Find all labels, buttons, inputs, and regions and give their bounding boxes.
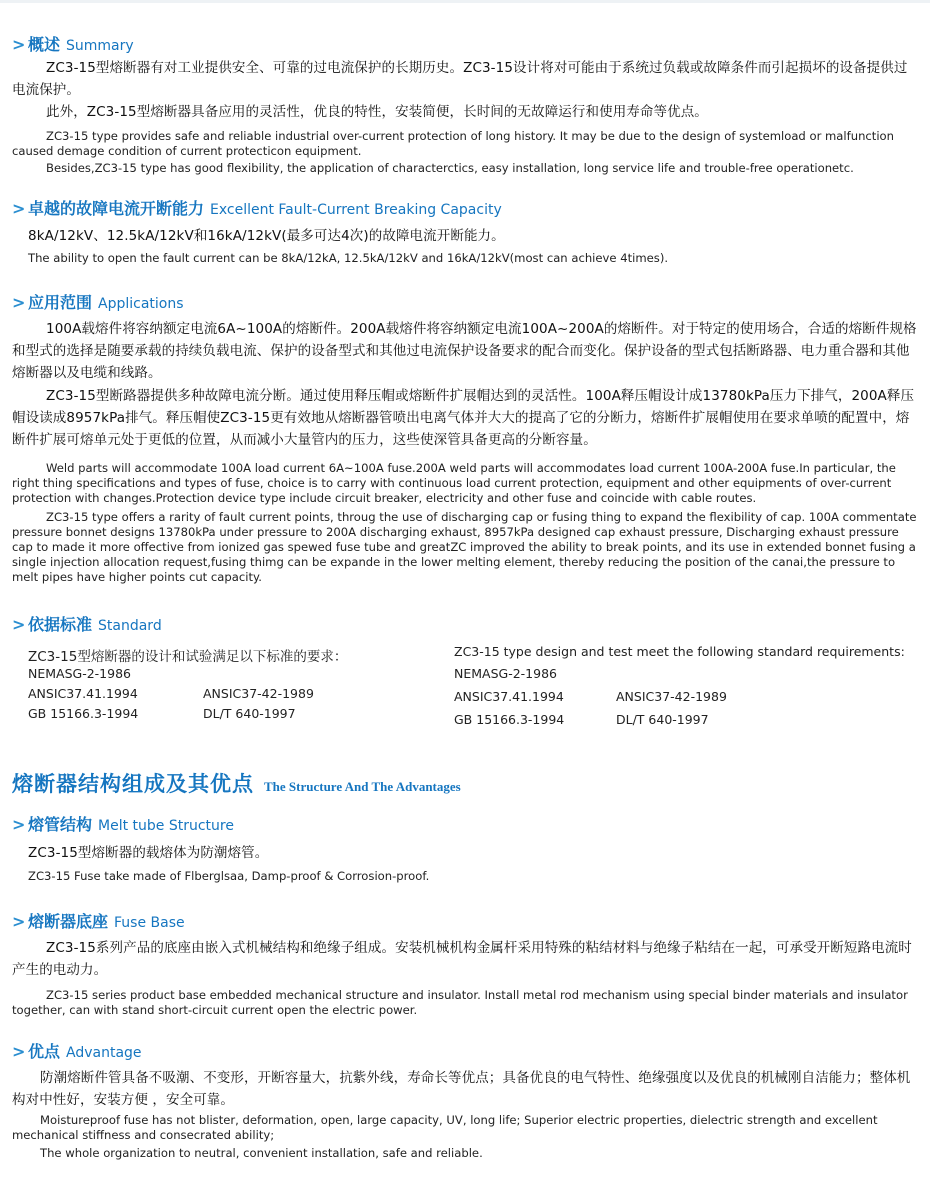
melt-tube-cn-paragraph: ZC3-15型熔断器的载熔体为防潮熔管。 <box>28 845 269 861</box>
heading-en: Excellent Fault-Current Breaking Capacity <box>210 202 502 218</box>
applications-en-paragraph-2: ZC3-15 type offers a rarity of fault current points, throug the use of discharging cap or fusing thing to expand the flexibility of cap. 100A commentate pressure bonnet designs 13780kPa under pressure to 200A discharging exhaust, 8957kPa designed cap exhaust pressure, Discharging exhaust pressure cap to made it more offective from ionized gas spewed fuse tube and greatZC improved the ability to break points, and its use in extended bonnet fusing a single injection allocation request,fusing thimg can be expande in the lower melting element, thereby reducing the position of the canai,the pressure to melt pipes have higher points cut capacity. <box>12 510 917 584</box>
melt-tube-en-paragraph: ZC3-15 Fuse take made of Flberglsaa, Damp-proof & Corrosion-proof. <box>28 869 430 883</box>
section-heading-applications <box>12 290 184 312</box>
heading-en: Summary <box>66 38 134 54</box>
advantage-cn-paragraph: 防潮熔断件管具备不吸潮、不变形，开断容量大，抗紫外线，寿命长等优点；具备优良的电气特性、绝缘强度以及优良的机械刚自洁能力；整体机构对中性好，安装方便 ，安全可靠。 <box>12 1070 911 1108</box>
chevron-right-icon: > <box>12 1042 26 1061</box>
fuse-base-cn-paragraph: ZC3-15系列产品的底座由嵌入式机械结构和绝缘子组成。安装机械机构金属杆采用特殊的粘结材料与绝缘子粘结在一起，可承受开断短路电流时产生的电动力。 <box>12 940 912 978</box>
standard-en-intro: ZC3-15 type design and test meet the following standard requirements: <box>454 644 905 659</box>
applications-en-paragraph-1: Weld parts will accommodate 100A load current 6A~100A fuse.200A weld parts will accommodates load current 100A-200A fuse.In particular, the right thing specifications and types of fuse, choice is to carry with continuous load current protection, equipment and other equipments of over-current protection with changes.Protection device type include circuit breaker, electricity and other fuse and coincide with cable routes. <box>12 461 896 505</box>
applications-cn-paragraph-1: 100A载熔件将容纳额定电流6A~100A的熔断件。200A载熔件将容纳额定电流100A~200A的熔断件。对于特定的使用场合，合适的熔断件规格和型式的选择是随要承载的持续负载电流、保护的设备型式和其他过电流保护设备要求的配合而变化。保护设备的型式包括断路器、电力重合器和其他熔断器以及电缆和线路。 <box>12 321 917 381</box>
heading-cn: 概述 <box>28 35 61 54</box>
advantage-en-paragraph-1: Moistureproof fuse has not blister, deformation, open, large capacity, UV, long life; Superior electric properties, dielectric strength and excellent mechanical stiffness and consecrated ability; <box>12 1113 878 1142</box>
standard-item: NEMASG-2-1986 <box>454 666 557 681</box>
standard-item: GB 15166.3-1994 <box>28 706 139 721</box>
heading-cn: 应用范围 <box>28 293 93 312</box>
chevron-right-icon: > <box>12 293 26 312</box>
summary-en-paragraph-2: Besides,ZC3-15 type has good flexibility, the application of characterctics, easy installation, long service life and trouble-free operationetc. <box>46 161 854 175</box>
section-heading-summary <box>12 32 134 54</box>
section-heading-standard <box>12 612 162 634</box>
summary-en-paragraph-1: ZC3-15 type provides safe and reliable industrial over-current protection of long history. It may be due to the design of systemload or malfunction caused demage condition of current protecticon equipment. <box>12 129 894 158</box>
fuse-base-en-paragraph: ZC3-15 series product base embedded mechanical structure and insulator. Install metal rod mechanism using special binder materials and insulator together, can with stand short-circuit current open the electric power. <box>12 988 908 1017</box>
standard-cn-intro: ZC3-15型熔断器的设计和试验满足以下标准的要求： <box>28 649 348 665</box>
heading-cn: 优点 <box>28 1042 61 1061</box>
chevron-right-icon: > <box>12 912 26 931</box>
title-en: The Structure And The Advantages <box>264 779 461 794</box>
summary-cn-paragraph-1: ZC3-15型熔断器有对工业提供安全、可靠的过电流保护的长期历史。ZC3-15设计将对可能由于系统过负载或故障条件而引起损坏的设备提供过电流保护。 <box>12 60 908 98</box>
standard-item: ANSIC37-42-1989 <box>616 689 727 704</box>
section-heading-breaking <box>12 196 502 218</box>
advantage-en-paragraph-2: The whole organization to neutral, convenient installation, safe and reliable. <box>40 1146 483 1160</box>
applications-cn-paragraph-2: ZC3-15型断路器提供多种故障电流分断。通过使用释压帽或熔断件扩展帽达到的灵活性。100A释压帽设计成13780kPa压力下排气，200A释压帽设读成8957kPa排气。释压帽使ZC3-15更有效地从熔断器管喷出电离气体并大大的提高了它的分断力，熔断件扩展帽使用在要求单喷的配置中，熔断件扩展可熔单元处于更低的位置，从而减小大量管内的压力，这些使深管具备更高的分断容量。 <box>12 388 915 448</box>
title-cn: 熔断器结构组成及其优点 <box>12 772 254 796</box>
heading-en: Advantage <box>66 1045 142 1061</box>
section-heading-advantage <box>12 1039 142 1061</box>
heading-en: Applications <box>98 296 184 312</box>
heading-cn: 依据标准 <box>28 615 93 634</box>
heading-en: Standard <box>98 618 162 634</box>
standard-item: DL/T 640-1997 <box>203 706 296 721</box>
structure-title <box>12 768 461 798</box>
chevron-right-icon: > <box>12 815 26 834</box>
heading-en: Melt tube Structure <box>98 818 234 834</box>
standard-item: ANSIC37.41.1994 <box>454 689 564 704</box>
standard-item: ANSIC37-42-1989 <box>203 686 314 701</box>
section-heading-fuse-base <box>12 909 185 931</box>
heading-cn: 卓越的故障电流开断能力 <box>28 199 205 218</box>
heading-en: Fuse Base <box>114 915 185 931</box>
chevron-right-icon: > <box>12 199 26 218</box>
standard-item: DL/T 640-1997 <box>616 712 709 727</box>
standard-item: ANSIC37.41.1994 <box>28 686 138 701</box>
heading-cn: 熔断器底座 <box>28 912 109 931</box>
breaking-en-paragraph: The ability to open the fault current can be 8kA/12kA, 12.5kA/12kV and 16kA/12kV(most can achieve 4times). <box>28 251 669 265</box>
standard-item: NEMASG-2-1986 <box>28 666 131 681</box>
summary-cn-paragraph-2: 此外，ZC3-15型熔断器具备应用的灵活性，优良的特性，安装简便，长时间的无故障运行和使用寿命等优点。 <box>46 104 708 120</box>
standard-item: GB 15166.3-1994 <box>454 712 565 727</box>
breaking-cn-paragraph: 8kA/12kV、12.5kA/12kV和16kA/12kV(最多可达4次)的故障电流开断能力。 <box>28 228 505 244</box>
top-divider <box>0 0 930 3</box>
section-heading-melt-tube <box>12 812 234 834</box>
chevron-right-icon: > <box>12 35 26 54</box>
chevron-right-icon: > <box>12 615 26 634</box>
heading-cn: 熔管结构 <box>28 815 93 834</box>
